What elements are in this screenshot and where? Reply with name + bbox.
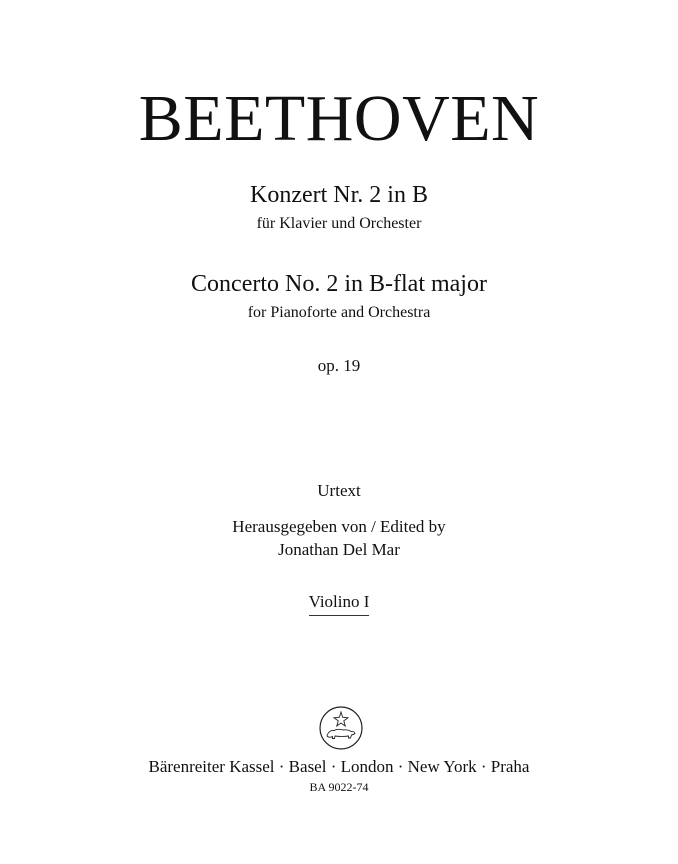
opus-number: op. 19 [317, 356, 361, 375]
baerenreiter-bear-logo-icon [318, 705, 364, 751]
urtext-label: Urtext [317, 481, 361, 500]
subtitle-german: für Klavier und Orchester [256, 215, 422, 232]
part-name: Violino I [308, 592, 370, 611]
part-underline [309, 615, 369, 616]
editor-name: Jonathan Del Mar [278, 540, 400, 559]
composer-name: BEETHOVEN [138, 82, 540, 155]
catalog-number: BA 9022-74 [309, 780, 369, 794]
publisher-line: Bärenreiter Kassel · Basel · London · New York · Praha [148, 757, 530, 776]
subtitle-english: for Pianoforte and Orchestra [247, 304, 431, 321]
title-english: Concerto No. 2 in B-flat major [191, 271, 487, 297]
title-german: Konzert Nr. 2 in B [250, 182, 428, 208]
edited-by-label: Herausgegeben von / Edited by [232, 517, 446, 536]
